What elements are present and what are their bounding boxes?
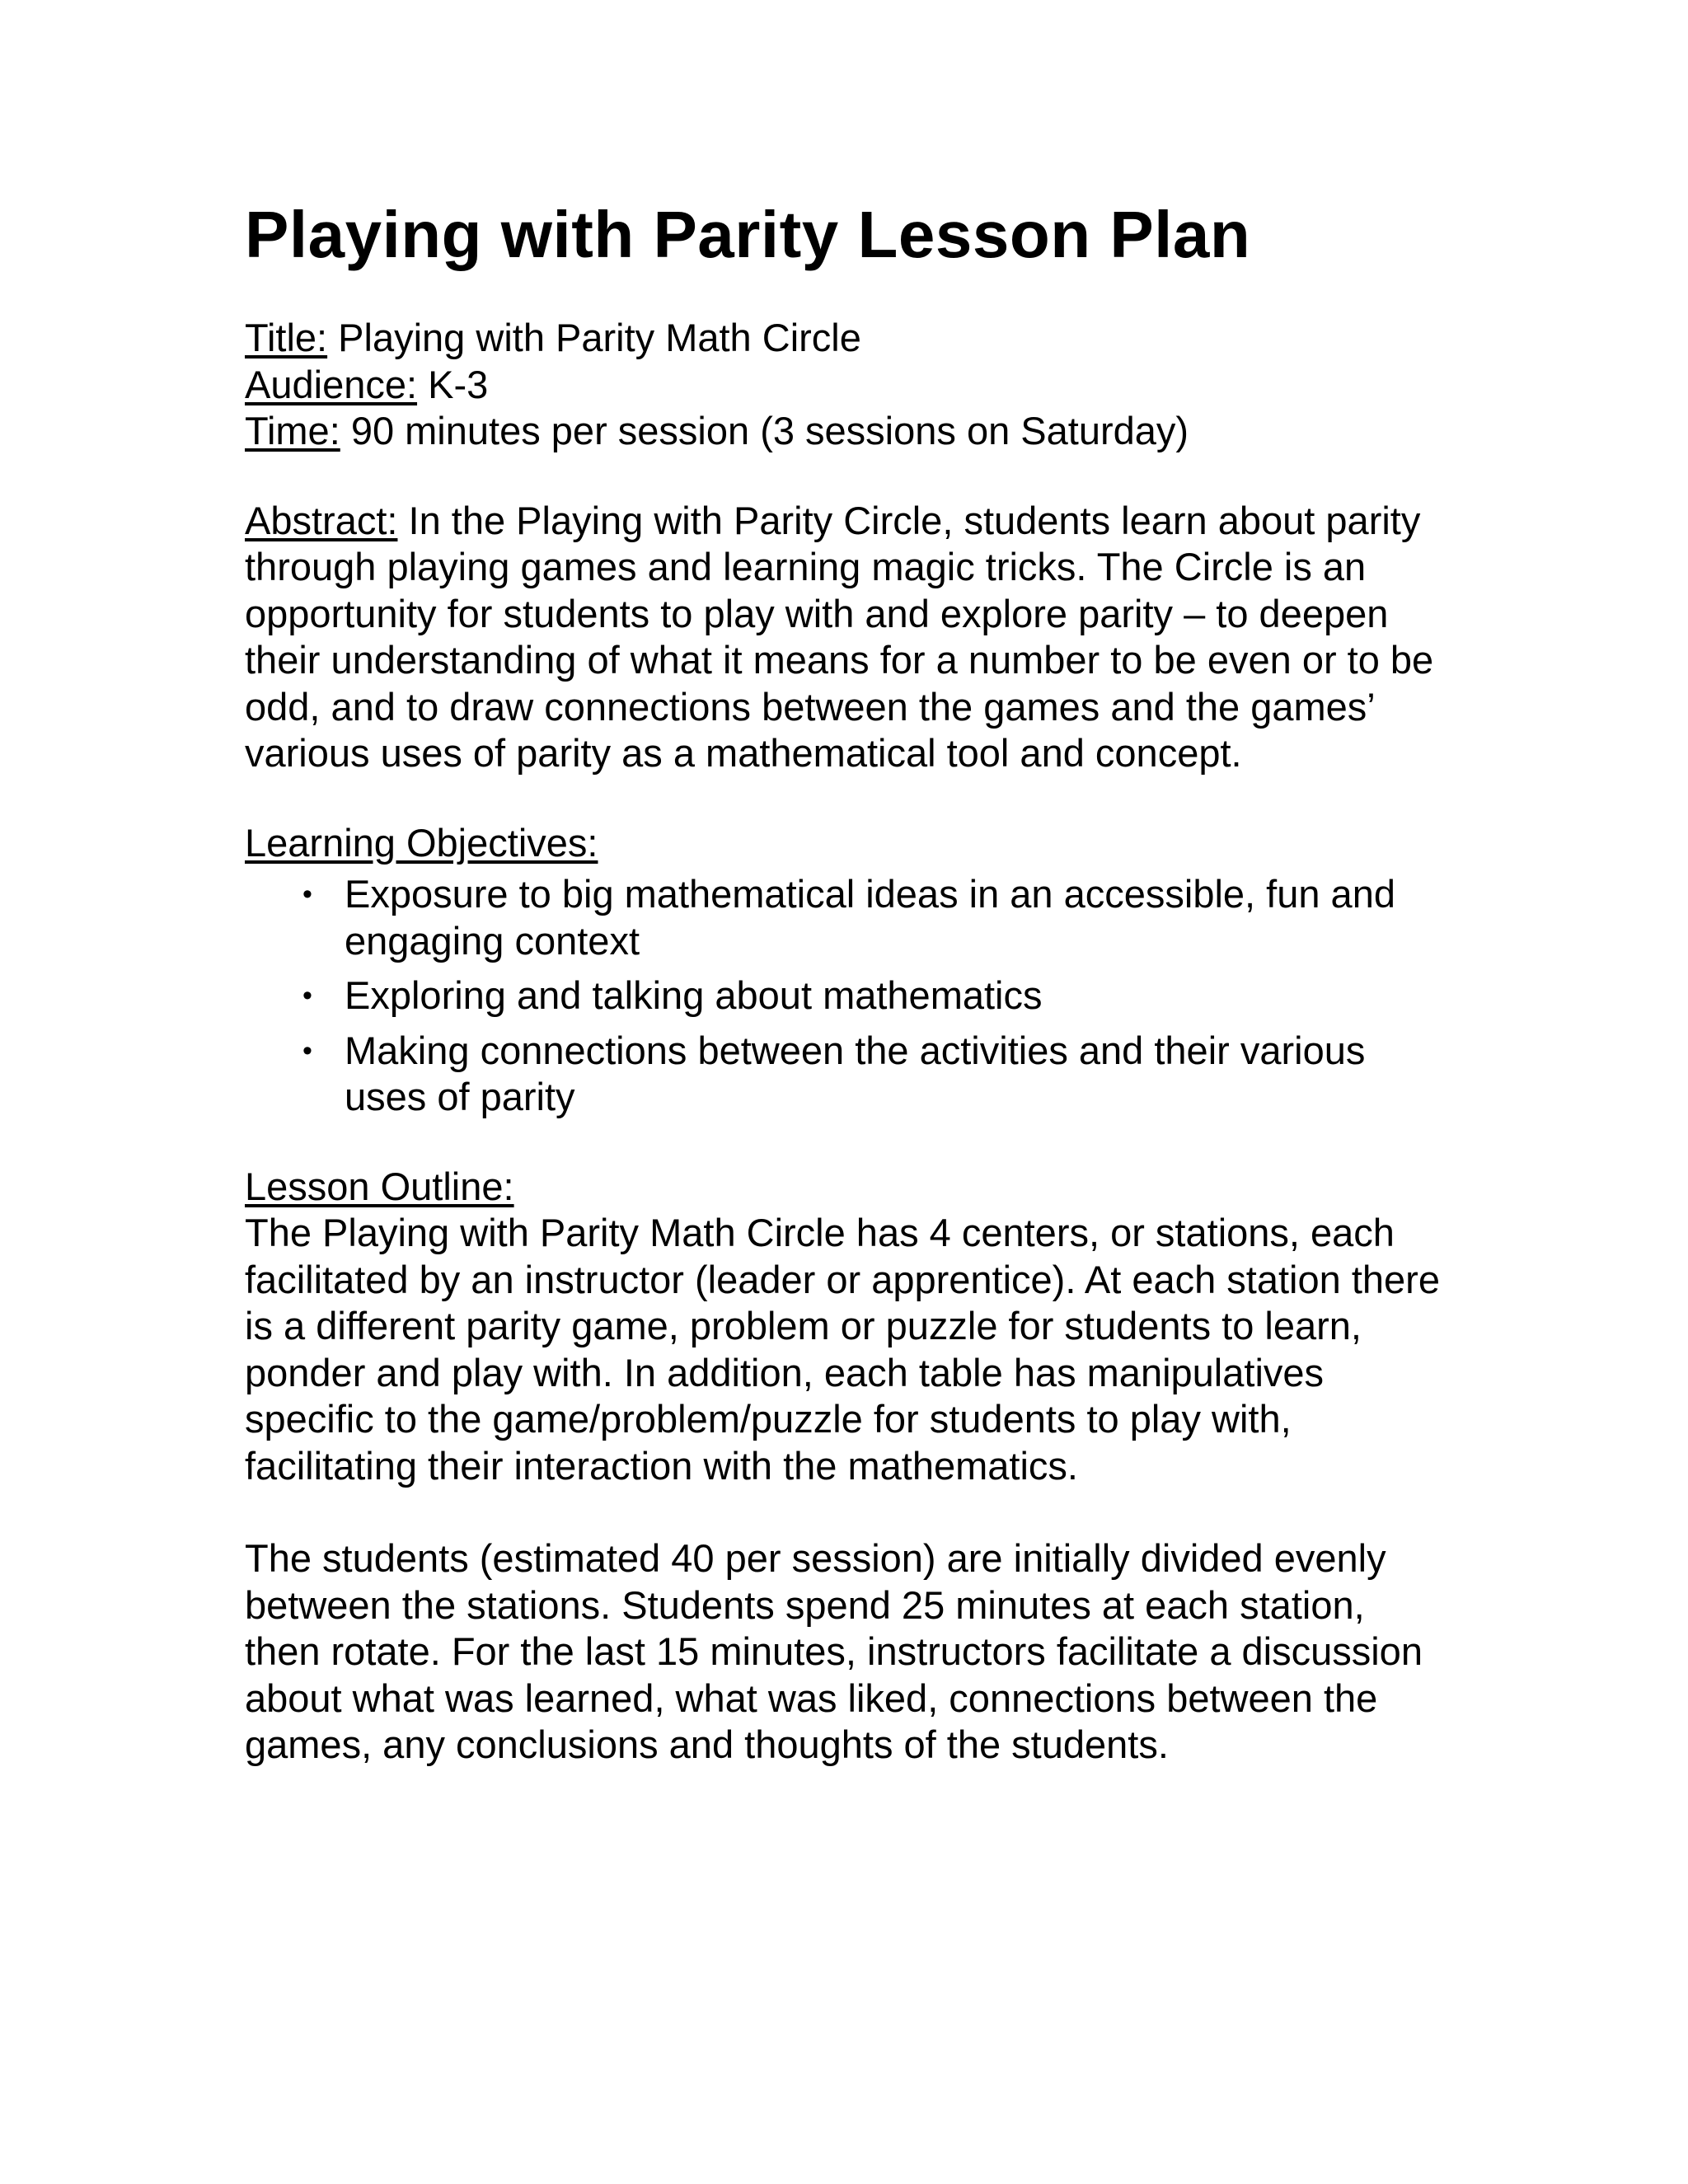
objectives-label: Learning Objectives:: [245, 820, 598, 865]
learning-objectives-section: [245, 820, 1448, 1121]
abstract-text: In the Playing with Parity Circle, students learn about parity through playing games and learning magic tricks. The Circle is an opportunity for students to play with and explore parity – to deepen their understanding of what it means for a number to be even or to be odd, and to draw connections between the games and the games’ various uses of parity as a mathematical tool and concept.: [245, 498, 1434, 775]
meta-audience-label: Audience:: [245, 362, 418, 406]
list-item: [245, 871, 1448, 964]
outline-label: Lesson Outline:: [245, 1164, 514, 1208]
objectives-list: [245, 871, 1448, 1121]
abstract-label: Abstract:: [245, 498, 398, 542]
objective-text: Exploring and talking about mathematics: [345, 973, 1043, 1017]
objective-text: Making connections between the activities and their various uses of parity: [345, 1028, 1366, 1118]
meta-time-label: Time:: [245, 409, 340, 452]
outline-paragraph-2: The students (estimated 40 per session) are initially divided evenly between the stations. Students spend 25 minutes at each station, then rotate. For the last 15 minutes, instructors facilitate a discussion about what was learned, what was liked, connections between the games, any conclusions and thoughts of the students.: [245, 1536, 1423, 1766]
meta-audience-line: [245, 362, 1448, 409]
meta-time-line: [245, 408, 1448, 455]
document-page: [245, 196, 1448, 1769]
list-item: [245, 972, 1448, 1019]
page-title: Playing with Parity Lesson Plan: [245, 198, 1251, 271]
meta-time-value: 90 minutes per session (3 sessions on Saturday): [340, 409, 1189, 452]
lesson-outline-section: [245, 1164, 1448, 1769]
bullet-icon: •: [302, 1034, 312, 1066]
list-item: [245, 1028, 1448, 1121]
outline-heading: [245, 1164, 1448, 1211]
bullet-icon: •: [302, 980, 312, 1011]
meta-audience-value: K-3: [417, 362, 489, 406]
outline-paragraph-1: The Playing with Parity Math Circle has 4 centers, or stations, each facilitated by an instructor (leader or apprentice). At each station there is a different parity game, problem or puzzle for students to learn, ponder and play with. In addition, each table has manipulatives specific to the game/problem/puzzle for students to play with, facilitating their interaction with the mathematics.: [245, 1211, 1440, 1488]
meta-title-label: Title:: [245, 316, 328, 359]
lesson-meta: [245, 315, 1448, 455]
meta-title-value: Playing with Parity Math Circle: [327, 316, 861, 359]
abstract-paragraph: [245, 498, 1448, 777]
objective-text: Exposure to big mathematical ideas in an accessible, fun and engaging context: [345, 872, 1395, 963]
meta-title-line: [245, 315, 1448, 362]
bullet-icon: •: [302, 879, 312, 910]
objectives-heading: [245, 820, 1448, 867]
